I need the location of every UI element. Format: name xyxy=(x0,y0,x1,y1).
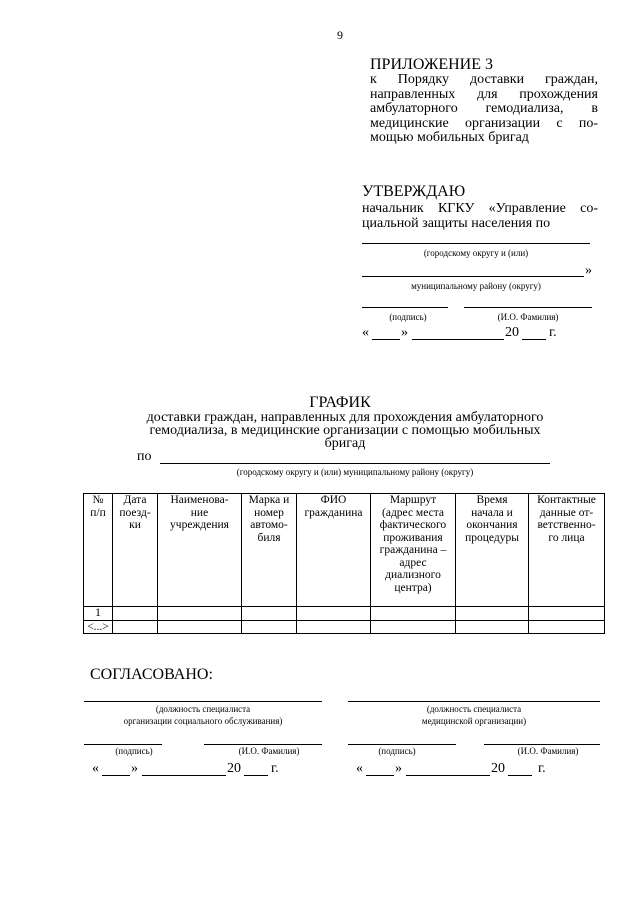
fill-line xyxy=(348,701,600,702)
header-text: проживания xyxy=(383,531,443,544)
date-year-line xyxy=(508,775,532,776)
sign-line xyxy=(362,307,448,308)
right-hint2: медицинской организации) xyxy=(421,716,527,726)
date-open: « xyxy=(362,325,369,340)
appendix-line: амбулаторного гемодиализа, в xyxy=(370,101,598,116)
schedule-hint: (городскому округу и (или) муниципальному району (округу) xyxy=(236,467,474,477)
approve-title: УТВЕРЖДАЮ xyxy=(362,183,466,200)
header-text: Маршрут xyxy=(389,494,437,506)
date-suffix: г. xyxy=(538,761,546,776)
hint-sign: (подпись) xyxy=(389,312,427,322)
agreed-title: СОГЛАСОВАНО: xyxy=(90,666,213,683)
table-row xyxy=(84,607,605,621)
header-text: Дата xyxy=(123,494,147,506)
table-cell xyxy=(456,607,529,621)
table-cell xyxy=(242,607,297,621)
header-cell-time xyxy=(456,494,529,607)
fill-line xyxy=(84,701,322,702)
header-text: го лица xyxy=(548,531,585,544)
header-text: ние xyxy=(190,506,209,519)
right-hint-name: (И.О. Фамилия) xyxy=(517,746,579,756)
date-close: » xyxy=(131,761,138,776)
right-hint-sign: (подпись) xyxy=(378,746,416,756)
appendix-line: медицинские организации с по- xyxy=(370,115,598,131)
header-text: № xyxy=(92,494,104,506)
date-open: « xyxy=(92,761,99,776)
name-line xyxy=(204,744,322,745)
table-header-row xyxy=(84,494,605,607)
fill-line xyxy=(362,243,590,244)
name-line xyxy=(484,744,600,745)
left-hint2: организации социального обслуживания) xyxy=(123,716,283,726)
header-text: гражданина xyxy=(304,506,363,519)
header-cell-date xyxy=(113,494,158,607)
fill-line xyxy=(160,463,550,464)
header-cell-contact xyxy=(529,494,605,607)
date-year: 20 xyxy=(491,761,505,776)
date-day-line xyxy=(366,775,394,776)
hint-city: (городскому округу и (или) xyxy=(423,248,529,258)
left-hint-sign: (подпись) xyxy=(115,746,153,756)
table-cell xyxy=(297,620,371,634)
header-text: адрес xyxy=(399,556,427,569)
date-year-line xyxy=(244,775,268,776)
header-text: процедуры xyxy=(465,531,519,544)
quote-close: » xyxy=(585,263,592,278)
date-close: » xyxy=(395,761,402,776)
approve-line: циальной защиты населения по xyxy=(362,216,551,231)
header-cell-number xyxy=(84,494,113,607)
approve-line: начальник КГКУ «Управление со- xyxy=(362,201,598,216)
date-open: « xyxy=(356,761,363,776)
appendix-block xyxy=(370,57,598,146)
date-suffix: г. xyxy=(549,325,557,340)
hint-district: муниципальному району (округу) xyxy=(411,281,541,291)
header-text: Наименова- xyxy=(170,494,229,506)
header-text: (адрес места xyxy=(382,506,444,519)
date-month-line xyxy=(406,775,490,776)
header-text: ветственно- xyxy=(537,519,596,531)
fill-line xyxy=(362,276,584,277)
table-cell xyxy=(371,607,456,621)
header-text: данные от- xyxy=(539,506,594,519)
header-cell-institution xyxy=(158,494,242,607)
date-close: » xyxy=(401,325,408,340)
header-text: номер xyxy=(254,506,284,519)
sign-line xyxy=(348,744,456,745)
appendix-title: ПРИЛОЖЕНИЕ 3 xyxy=(370,56,494,73)
header-text: Марка и xyxy=(248,494,290,506)
table-cell xyxy=(456,620,529,634)
header-text: начала и xyxy=(471,506,513,519)
table-cell xyxy=(158,620,242,634)
table-cell xyxy=(529,607,605,621)
table-cell xyxy=(113,607,158,621)
table-cell xyxy=(113,620,158,634)
name-line xyxy=(464,307,592,308)
header-text: учреждения xyxy=(170,519,229,531)
schedule-line: бригад xyxy=(324,436,366,451)
right-hint1: (должность специалиста xyxy=(426,704,522,714)
table-cell xyxy=(158,607,242,621)
header-text: автомо- xyxy=(250,519,288,531)
table-cell xyxy=(371,620,456,634)
date-day-line xyxy=(372,339,400,340)
left-hint1: (должность специалиста xyxy=(155,704,251,714)
schedule-title: ГРАФИК xyxy=(309,394,371,411)
table-cell xyxy=(529,620,605,634)
left-hint-name: (И.О. Фамилия) xyxy=(238,746,300,756)
date-suffix: г. xyxy=(271,761,279,776)
appendix-line: к Порядку доставки граждан, xyxy=(370,72,598,87)
header-text: диализного xyxy=(385,569,441,581)
header-text: гражданина – xyxy=(379,544,447,556)
header-text: поезд- xyxy=(119,506,151,519)
header-text: п/п xyxy=(90,506,106,519)
header-text: окончания xyxy=(466,519,518,531)
sign-line xyxy=(84,744,162,745)
header-text: фактического xyxy=(379,519,447,531)
date-day-line xyxy=(102,775,130,776)
date-month-line xyxy=(412,339,504,340)
hint-name: (И.О. Фамилия) xyxy=(497,312,559,322)
schedule-line: гемодиализа, в медицинские организации с помощью мобильных xyxy=(149,423,541,438)
date-year: 20 xyxy=(505,325,519,340)
date-year: 20 xyxy=(227,761,241,776)
header-text: Время xyxy=(476,494,508,506)
page-number: 9 xyxy=(337,28,343,42)
header-text: Контактные xyxy=(537,494,596,506)
header-text: центра) xyxy=(394,581,432,594)
header-text: ФИО xyxy=(320,494,347,506)
header-cell-vehicle xyxy=(242,494,297,607)
table-cell: <...> xyxy=(84,620,113,634)
date-year-line xyxy=(522,339,546,340)
table-cell xyxy=(242,620,297,634)
table-cell: 1 xyxy=(84,607,113,621)
header-text: биля xyxy=(257,531,281,544)
date-month-line xyxy=(142,775,226,776)
schedule-table xyxy=(83,493,605,634)
schedule-line: доставки граждан, направленных для прохождения амбулаторного xyxy=(146,410,544,425)
appendix-line: мощью мобильных бригад xyxy=(370,130,529,145)
header-cell-citizen xyxy=(297,494,371,607)
schedule-po: по xyxy=(137,449,152,464)
header-text: ки xyxy=(129,519,141,531)
table-row xyxy=(84,620,605,634)
header-cell-route xyxy=(371,494,456,607)
table-cell xyxy=(297,607,371,621)
appendix-line: направленных для прохождения xyxy=(370,86,598,102)
